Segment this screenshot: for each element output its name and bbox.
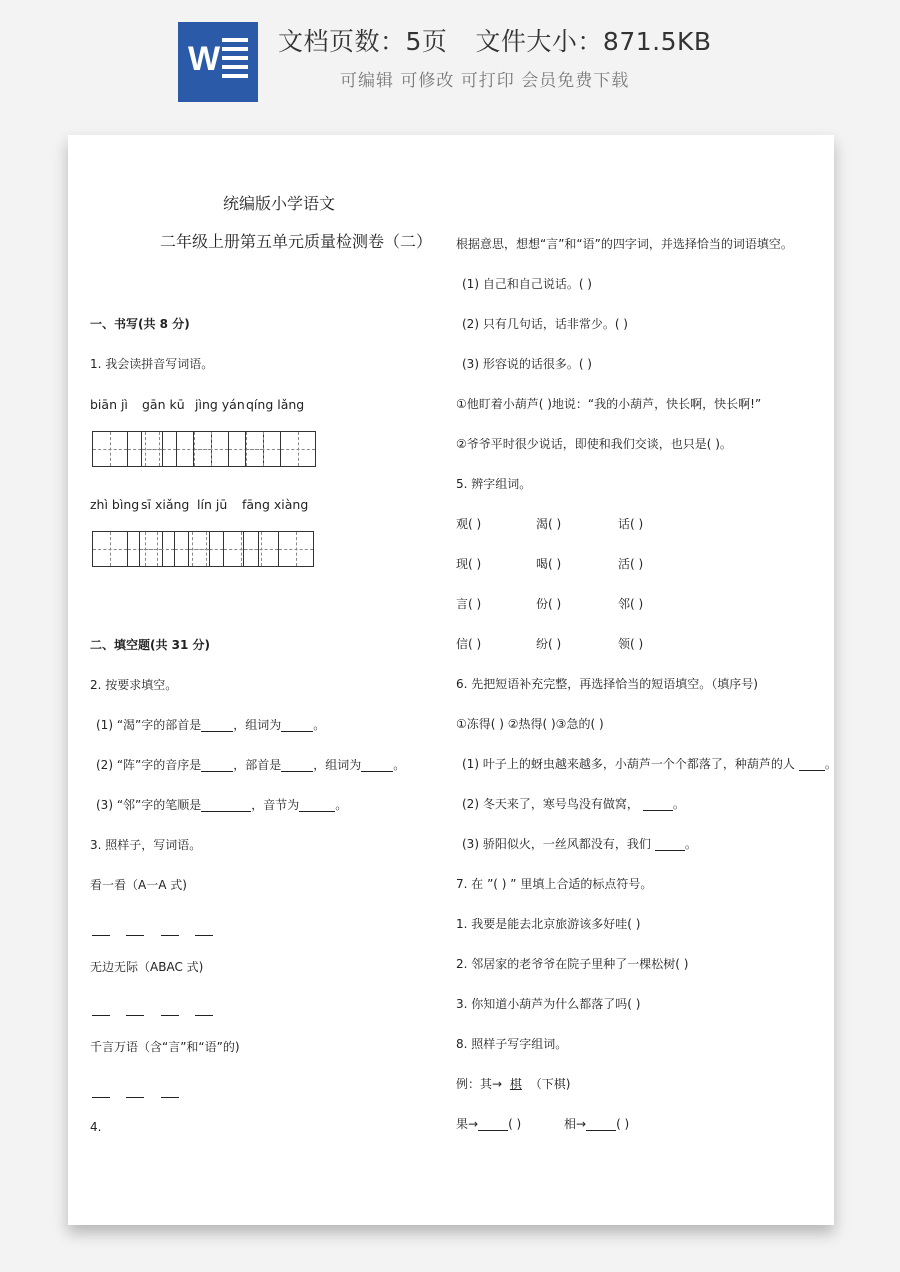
answer-blank[interactable] xyxy=(92,1097,110,1098)
section-1-heading: 一、书写(共 8 分) xyxy=(90,317,190,331)
q4-intro: 根据意思，想想“言”和“语”的四字词，并选择恰当的词语填空。 xyxy=(456,237,793,251)
q2-2-part-a: (2) “阵”字的音序是 xyxy=(96,758,202,772)
q8-example xyxy=(456,1077,570,1091)
q8-example-prefix: 例：其→ xyxy=(456,1077,503,1091)
period: 。 xyxy=(684,837,697,851)
q6-2-text: (2) 冬天来了，寒号鸟没有做窝， xyxy=(462,797,639,811)
answer-blank[interactable] xyxy=(478,1118,508,1131)
answer-blank[interactable] xyxy=(92,1015,110,1016)
answer-blank[interactable] xyxy=(201,719,233,732)
q3-a: 看一看（A一A 式) xyxy=(90,878,187,892)
answer-blank[interactable] xyxy=(281,719,313,732)
answer-blank[interactable] xyxy=(201,799,251,812)
q3-text: 3. 照样子，写词语。 xyxy=(90,838,202,852)
q4-5: ②爷爷平时很少说话，即使和我们交谈，也只是( )。 xyxy=(456,437,732,451)
q4-number: 4. xyxy=(90,1120,102,1134)
answer-blank[interactable] xyxy=(195,935,213,936)
answer-blank[interactable] xyxy=(161,1015,179,1016)
q8-2-paren: ( ) xyxy=(616,1117,630,1131)
answer-blank[interactable] xyxy=(126,1015,144,1016)
q5-cell: 观( ) xyxy=(456,517,482,531)
q8-1-paren: ( ) xyxy=(508,1117,522,1131)
doc-subtitle: 二年级上册第五单元质量检测卷（二） xyxy=(160,232,433,251)
q4-4: ①他盯着小葫芦( )地说：“我的小葫芦，快长啊，快长啊!” xyxy=(456,397,762,411)
q2-3-part-b: ，音节为 xyxy=(251,798,300,812)
q5-cell: 活( ) xyxy=(618,557,644,571)
writing-box[interactable] xyxy=(243,531,279,567)
q6-3 xyxy=(462,837,697,851)
writing-box[interactable] xyxy=(278,531,314,567)
q2-2-part-c: ，组词为 xyxy=(313,758,362,772)
q5-cell: 现( ) xyxy=(456,557,482,571)
writing-box[interactable] xyxy=(193,431,229,467)
q2-3 xyxy=(96,798,347,812)
writing-box[interactable] xyxy=(92,431,128,467)
q7-1: 1. 我要是能去北京旅游该多好哇( ) xyxy=(456,917,641,931)
answer-blank[interactable] xyxy=(126,935,144,936)
q8-text: 8. 照样子写字组词。 xyxy=(456,1037,568,1051)
q5-cell: 份( ) xyxy=(536,597,562,611)
doc-info xyxy=(278,22,740,58)
q7-2: 2. 邻居家的老爷爷在院子里种了一棵松树( ) xyxy=(456,957,689,971)
answer-blank[interactable] xyxy=(361,759,393,772)
q5-cell: 邻( ) xyxy=(618,597,644,611)
q6-text: 6. 先把短语补充完整，再选择恰当的短语填空。（填序号) xyxy=(456,677,758,691)
q6-1-text: (1) 叶子上的蚜虫越来越多，小葫芦一个个都落了，种葫芦的人 xyxy=(462,757,795,771)
q2-3-part-a: (3) “邻”字的笔顺是 xyxy=(96,798,202,812)
q8-1 xyxy=(456,1117,521,1131)
period: 。 xyxy=(335,798,348,812)
answer-blank[interactable] xyxy=(161,1097,179,1098)
answer-blank[interactable] xyxy=(201,759,233,772)
file-size: 文件大小：871.5KB xyxy=(475,27,712,56)
q4-1: (1) 自己和自己说话。( ) xyxy=(462,277,592,291)
pinyin-6: sī xiǎng xyxy=(141,497,190,512)
q6-2 xyxy=(462,797,685,811)
q4-3: (3) 形容说的话很多。( ) xyxy=(462,357,592,371)
q2-2-part-b: ，部首是 xyxy=(233,758,282,772)
page-count: 文档页数：5页 xyxy=(278,27,448,56)
writing-box[interactable] xyxy=(188,531,224,567)
answer-blank[interactable] xyxy=(195,1015,213,1016)
q6-1 xyxy=(462,757,837,771)
doc-features: 可编辑 可修改 可打印 会员免费下载 xyxy=(340,71,630,91)
q5-text: 5. 辨字组词。 xyxy=(456,477,532,491)
writing-box[interactable] xyxy=(141,431,177,467)
q2-text: 2. 按要求填空。 xyxy=(90,678,178,692)
logo-lines-icon xyxy=(222,38,248,88)
pinyin-8: fāng xiàng xyxy=(242,497,309,512)
period: 。 xyxy=(672,797,685,811)
q5-cell: 言( ) xyxy=(456,597,482,611)
answer-blank[interactable] xyxy=(281,759,313,772)
q8-2-prefix: 相→ xyxy=(564,1117,587,1131)
answer-blank[interactable] xyxy=(161,935,179,936)
q3-b: 无边无际（ABAC 式) xyxy=(90,960,204,974)
q7-3: 3. 你知道小葫芦为什么都落了吗( ) xyxy=(456,997,641,1011)
q8-example-word: （下棋) xyxy=(529,1077,571,1091)
pinyin-2: gān kū xyxy=(142,397,185,412)
answer-blank[interactable] xyxy=(643,798,673,811)
period: 。 xyxy=(313,718,326,732)
q5-cell: 领( ) xyxy=(618,637,644,651)
pinyin-3: jìng yán xyxy=(195,397,245,412)
period: 。 xyxy=(824,757,837,771)
q1-text: 1. 我会读拼音写词语。 xyxy=(90,357,214,371)
q5-cell: 喝( ) xyxy=(536,557,562,571)
answer-blank[interactable] xyxy=(586,1118,616,1131)
answer-blank[interactable] xyxy=(299,799,335,812)
q8-2 xyxy=(564,1117,629,1131)
q5-cell: 话( ) xyxy=(618,517,644,531)
writing-box[interactable] xyxy=(280,431,316,467)
q2-2 xyxy=(96,758,405,772)
pinyin-1: biān jì xyxy=(90,397,128,412)
writing-box[interactable] xyxy=(139,531,175,567)
writing-box[interactable] xyxy=(245,431,281,467)
q8-1-prefix: 果→ xyxy=(456,1117,479,1131)
q4-2: (2) 只有几句话，话非常少。( ) xyxy=(462,317,628,331)
section-2-heading: 二、填空题(共 31 分) xyxy=(90,638,211,652)
q8-example-answer: 棋 xyxy=(509,1077,522,1091)
q2-1 xyxy=(96,718,325,732)
q5-cell: 纷( ) xyxy=(536,637,562,651)
q7-text: 7. 在 ”( ) ” 里填上合适的标点符号。 xyxy=(456,877,653,891)
q6-3-text: (3) 骄阳似火，一丝风都没有，我们 xyxy=(462,837,651,851)
q3-c: 千言万语（含“言”和“语”的) xyxy=(90,1040,240,1054)
answer-blank[interactable] xyxy=(126,1097,144,1098)
q2-1-part-a: (1) “渴”字的部首是 xyxy=(96,718,202,732)
word-logo-icon xyxy=(178,22,258,102)
document-page xyxy=(68,135,837,1225)
q2-1-part-b: ，组词为 xyxy=(233,718,282,732)
pinyin-4: qíng lǎng xyxy=(246,397,305,412)
period: 。 xyxy=(393,758,406,772)
writing-box[interactable] xyxy=(92,531,128,567)
q6-options: ①冻得( ) ②热得( )③急的( ) xyxy=(456,717,604,731)
pinyin-5: zhì bìng xyxy=(90,497,140,512)
answer-blank[interactable] xyxy=(655,838,685,851)
answer-blank[interactable] xyxy=(92,935,110,936)
answer-blank[interactable] xyxy=(799,758,825,771)
q5-cell: 渴( ) xyxy=(536,517,562,531)
logo-letter: W xyxy=(188,40,221,78)
pinyin-7: lín jū xyxy=(197,497,228,512)
doc-title: 统编版小学语文 xyxy=(223,194,336,213)
q5-cell: 信( ) xyxy=(456,637,482,651)
